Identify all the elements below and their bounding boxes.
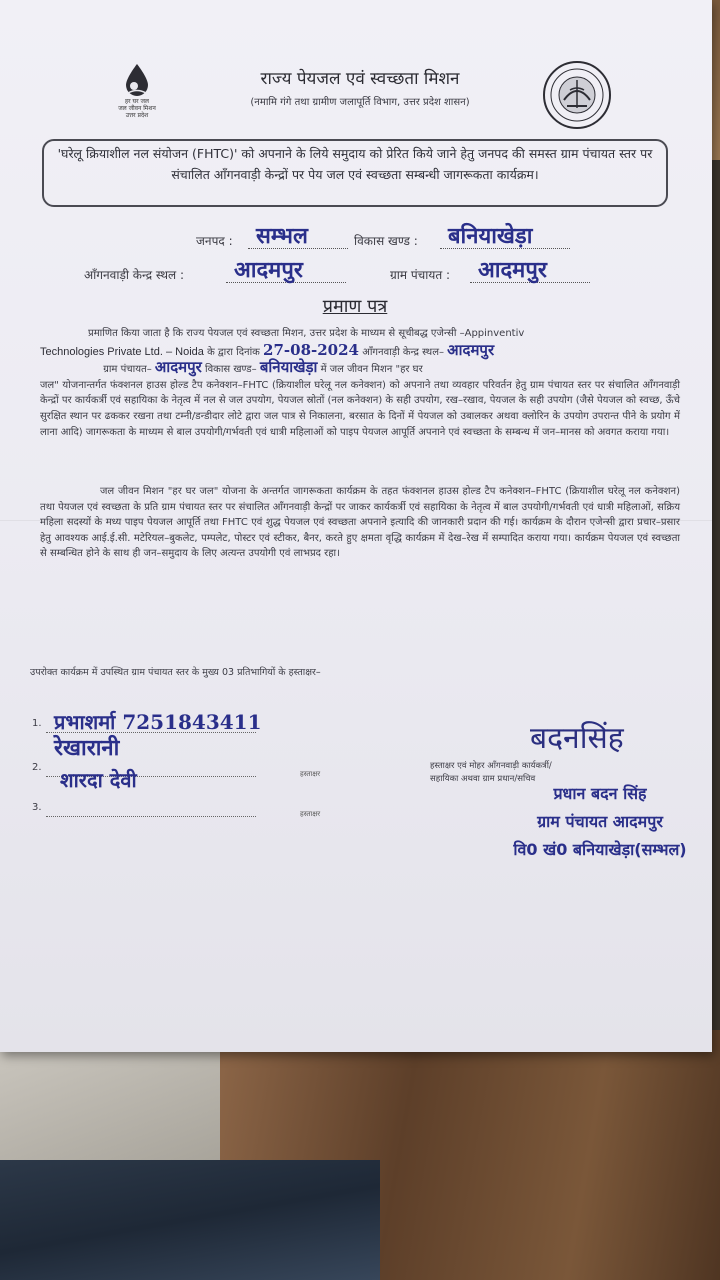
block-label: विकास खण्ड : <box>354 234 418 248</box>
stamp-line-3: वि0 खं0 बनियाखेड़ा(सम्भल) <box>513 840 687 859</box>
fabric-cloth <box>0 1160 380 1280</box>
mission-subtitle: (नमामि गंगे तथा ग्रामीण जलापूर्ति विभाग, उत्तर प्रदेश शासन) <box>250 97 470 108</box>
participant-signature-1: प्रभाशर्मा 7251843411 <box>54 710 262 734</box>
para1-body: जल" योजनान्तर्गत फंक्शनल हाउस होल्ड टैप कनेक्शन–FHTC (क्रियाशील घरेलू नल कनेक्शन) को अपनाने तथा व्यवहार परिवर्तन हेतु ग्राम पंचायत स्तर पर संचालित आँगनवाड़ी केन्द्रों पर कार्यकर्त्री एवं सहायिका के नेतृत्व में नल से जल उपयोग, पेयजल स्रोतों (नल कनेक्शन) के सही उपयोग, रख–रखाव, पेयजल के सही उपयोग (जैसे पेयजल को स्वच्छ, ऊँचे सुरक्षित स्थान पर ढककर रखना तथा टम्नी/डन्डीदार लोटे द्वारा जल पात्र से निकालना, बरसात के दिनों में पेयजल को उबालकर अथवा क्लोरिन के उपयोग उपरान्त पीने के प्रयोग में लाना आदि) जागरूकता के माध्यम से बाल उपयोगी/गर्भवती एवं धात्री महिलाओं को पाइप पेयजल आपूर्ति अपनाने एवं स्वच्छता के सम्बन्ध में जन–मानस को अवगत कराया गया। <box>40 379 680 438</box>
participant-line-3 <box>46 816 256 817</box>
pradhan-signature: बदनसिंह <box>530 721 624 756</box>
program-date: 27-08-2024 <box>263 340 359 359</box>
logo-caption-2: जल जीवन मिशन <box>118 105 156 112</box>
panchayat-label: ग्राम पंचायत : <box>390 268 451 282</box>
panchayat-value: आदमपुर <box>478 257 547 283</box>
water-drop-icon <box>122 62 152 98</box>
certificate-title: प्रमाण पत्र <box>322 296 388 317</box>
para1-line3 <box>40 360 680 378</box>
center-label: आँगनवाड़ी केन्द्र स्थल : <box>84 268 185 282</box>
stamp-line-2: ग्राम पंचायत आदमपुर <box>537 812 663 831</box>
para1-line3-end: में जल जीवन मिशन "हर घर <box>320 364 423 376</box>
para1-block-value: बनियाखेड़ा <box>259 358 318 377</box>
agency-name: Technologies Private Ltd. – Noida <box>40 345 204 358</box>
para1-line1: प्रमाणित किया जाता है कि राज्य पेयजल एवं स्वच्छता मिशन, उत्तर प्रदेश के माध्यम से सूचीबद्ध एजेन्सी –Appinventiv <box>88 328 525 339</box>
mission-title: राज्य पेयजल एवं स्वच्छता मिशन <box>260 69 460 89</box>
para1-line2 <box>40 340 680 361</box>
jal-jeevan-mission-logo <box>110 62 164 134</box>
up-government-seal <box>542 60 612 130</box>
program-heading-box: 'घरेलू क्रियाशील नल संयोजन (FHTC)' को अपनाने के लिये समुदाय को प्रेरित किये जाने हेतु जनपद की समस्त ग्राम पंचायत स्तर पर संचालित आँगनवाड़ी केन्द्रों पर पेय जल एवं स्वच्छता सम्बन्धी जागरूकता कार्यक्रम। <box>42 139 668 207</box>
seal-emblem-icon <box>542 60 612 130</box>
certificate-paragraph-2: जल जीवन मिशन "हर घर जल" योजना के अन्तर्गत जागरूकता कार्यक्रम के तहत फंक्शनल हाउस होल्ड टैप कनेक्शन–FHTC (क्रियाशील घरेलू नल कनेक्शन) तथा पेयजल एवं स्वच्छता के प्रति ग्राम पंचायत स्तर पर संचालित आँगनवाड़ी केन्द्रों पर जाकर कार्यकर्त्री एवं सहायिका के नेतृत्व में बाल उपयोगी/गर्भवती एवं धात्री महिलाओं, सक्रिय महिला सदस्यों के मध्य पाइप पेयजल आपूर्ति तथा FHTC एवं शुद्ध पेयजल एवं स्वच्छता अपनाने इत्यादि की जानकारी प्रदान की गई। कार्यक्रम के दौरान एजेन्सी द्वारा प्रचार–प्रसार हेतु आवश्यक आई.ई.सी. मटेरियल–बुकलेट, पम्पलेट, पोस्टर एवं स्टीकर, बैनर, करते हुए क्षमता वृद्धि कार्यक्रम में देख–रेख में सम्पादित कराया गया। कार्यक्रम पेयजल एवं स्वच्छता से सम्बन्धित होने के साथ ही जन–समुदाय के लिए अत्यन्त उपयोगी एवं लाभप्रद रहा। <box>40 486 680 560</box>
district-label: जनपद : <box>196 234 233 248</box>
para1-center-prefix: आँगनवाड़ी केन्द्र स्थल– <box>362 346 444 358</box>
para1-panchayat-prefix: ग्राम पंचायत– <box>103 364 152 376</box>
participant-signature-3: शारदा देवी <box>60 768 137 792</box>
center-value: आदमपुर <box>234 257 303 283</box>
participants-intro: उपरोक्त कार्यक्रम में उपस्थित ग्राम पंचायत स्तर के मुख्य 03 प्रतिभागियों के हस्ताक्षर– <box>30 667 321 678</box>
para1-block-prefix: विकास खण्ड– <box>205 364 257 376</box>
signature-label-2: हस्ताक्षर <box>300 770 321 778</box>
participant-number-3: 3. <box>32 802 42 813</box>
participant-signature-2: रेखारानी <box>54 735 120 761</box>
para1-date-prefix: के द्वारा दिनांक <box>207 346 260 358</box>
certificate-paragraph-1 <box>40 326 680 440</box>
participant-number-1: 1. <box>32 718 42 729</box>
pradhan-stamp <box>495 780 705 864</box>
logo-caption-3: उत्तर प्रदेश <box>125 112 149 119</box>
participant-number-2: 2. <box>32 762 42 773</box>
para1-center-value: आदमपुर <box>447 340 495 359</box>
stamp-line-1: प्रधान बदन सिंह <box>553 784 647 803</box>
signature-label-3: हस्ताक्षर <box>300 810 321 818</box>
logo-caption-1: हर घर जल <box>125 98 149 105</box>
authority-caption: हस्ताक्षर एवं मोहर आँगनवाड़ी कार्यकर्त्री/सहायिका अथवा ग्राम प्रधान/सचिव <box>430 761 552 784</box>
block-value: बनियाखेड़ा <box>448 223 533 249</box>
para1-panchayat-value: आदमपुर <box>154 358 202 377</box>
district-value: सम्भल <box>256 223 308 249</box>
